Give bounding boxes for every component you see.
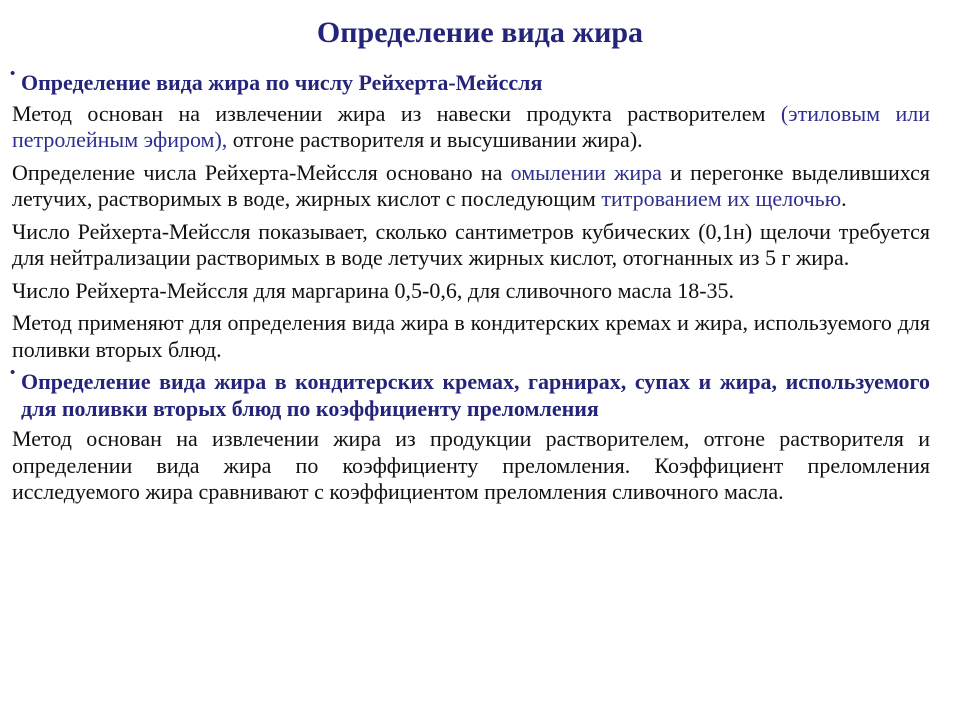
section-heading-reichert-meissl (10, 66, 930, 97)
bullet-icon: • (10, 365, 16, 381)
section-heading-text: Определение вида жира по числу Рейхерта-Мейссля (21, 70, 543, 95)
paragraph-text: Метод основан на извлечении жира из навески продукта растворителем (12, 100, 766, 126)
paragraph-text: . (841, 186, 847, 211)
paragraph-text: отгоне растворителя и высушивании жира). (227, 127, 643, 152)
paragraph-text: и перегонке выделившихся летучих, растворимых в воде, жирных кислот с последующим (12, 159, 930, 211)
paragraph-values: Число Рейхерта-Мейссля для маргарина 0,5-0,6, для сливочного масла 18-35. (12, 277, 735, 303)
highlighted-text-titration: титрованием их щелочью (601, 186, 842, 211)
paragraph-text: Определение числа Рейхерта-Мейссля основано на (12, 159, 511, 185)
section-heading-refraction (10, 365, 930, 422)
slide-content (12, 64, 930, 512)
paragraph-definition (12, 160, 930, 213)
section-heading-text: Определение вида жира в кондитерских кремах, гарнирах, супах и жира, используемого для поливки вторых блюд по коэффициенту преломления (21, 369, 930, 421)
paragraph-meaning: Число Рейхерта-Мейссля показывает, сколько сантиметров кубических (0,1н) щелочи требуется для нейтрализации растворимых в воде летучих жирных кислот, отогнанных из 5 г жира. (12, 218, 930, 270)
paragraph-method (12, 101, 930, 154)
bullet-icon: • (10, 66, 16, 82)
paragraph-refraction-method: Метод основан на извлечении жира из продукции растворителем, отгоне растворителя и определении вида жира по коэффициенту преломления. Коэффициент преломления исследуемого жира сравнивают с коэффициентом преломления сливочного масла. (12, 426, 930, 504)
highlighted-text-solvents: (этиловым или петролейным эфиром), (12, 100, 930, 152)
highlighted-text-saponification: омылении жира (510, 159, 662, 185)
page-title: Определение вида жира (316, 16, 644, 49)
paragraph-application: Метод применяют для определения вида жира в кондитерских кремах и жира, используемого для поливки вторых блюд. (12, 310, 930, 362)
